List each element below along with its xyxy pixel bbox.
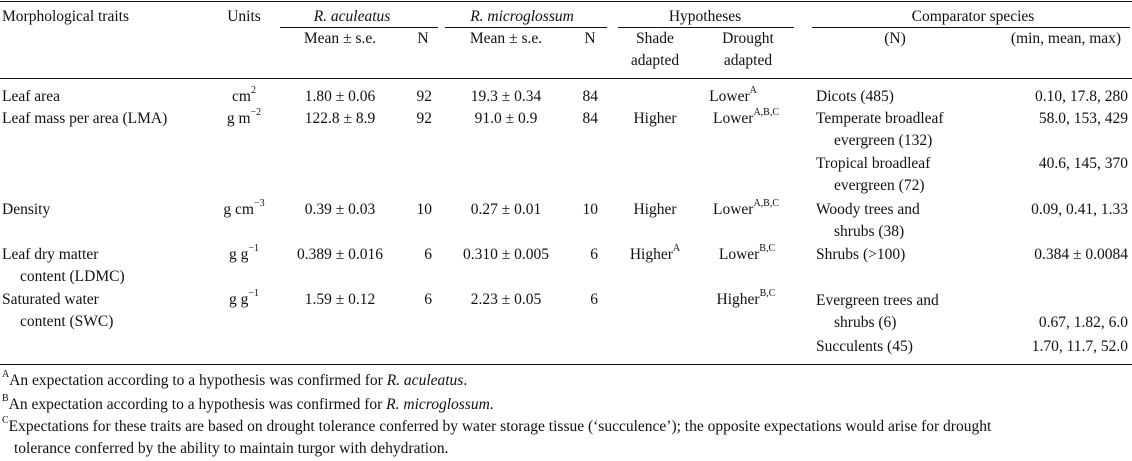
row-comparator-name: Succulents (45) — [816, 338, 913, 355]
row-mean-1: 0.389 ± 0.016 — [296, 246, 384, 263]
row-unit — [226, 106, 262, 128]
unit-sup: −3 — [253, 197, 265, 209]
row-comparator-range: 0.09, 0.41, 1.33 — [1031, 201, 1128, 218]
bottom-rule — [0, 364, 1132, 365]
spanner-comparator — [812, 27, 1130, 28]
row-mean-2: 19.3 ± 0.34 — [470, 88, 542, 105]
row-mean-2: 2.23 ± 0.05 — [470, 291, 542, 308]
unit-text: g g — [228, 291, 249, 308]
footnote-a-end: . — [463, 372, 468, 389]
row-n-2: 6 — [590, 291, 598, 308]
row-n-1: 92 — [416, 110, 432, 127]
row-mean-1: 1.59 ± 0.12 — [304, 291, 376, 308]
spanner-species-2 — [445, 27, 607, 28]
header-traits: Morphological traits — [2, 8, 129, 25]
row-comparator-name: Woody trees and — [816, 201, 920, 218]
unit-text: g g — [228, 246, 249, 263]
footnote-b-species: R. microglossum — [386, 396, 490, 413]
row-trait-cont: content (SWC) — [20, 313, 114, 330]
footnote-c-marker: C — [2, 414, 9, 426]
row-n-1: 92 — [416, 88, 432, 105]
row-comparator-name-cont: evergreen (72) — [834, 177, 925, 194]
row-comparator-range: 0.384 ± 0.0084 — [1034, 246, 1128, 263]
header-species-2: R. microglossum — [470, 8, 574, 25]
row-n-1: 6 — [424, 246, 432, 263]
header-hypotheses: Hypotheses — [668, 8, 742, 25]
row-n-2: 6 — [590, 246, 598, 263]
drought-sup: A,B,C — [753, 197, 780, 209]
unit-sup: 2 — [250, 84, 256, 96]
row-trait: Saturated water — [2, 291, 99, 308]
footnote-b-end: . — [489, 396, 494, 413]
header-species-1: R. aculeatus — [313, 8, 391, 25]
footnote-c-text: Expectations for these traits are based on drought tolerance conferred by water storage tissue (‘succulence’); the opposite expectations would arise for drought — [8, 418, 992, 435]
drought-text: Lower — [712, 201, 754, 218]
header-shade-1: Shade — [636, 30, 674, 47]
row-mean-1: 1.80 ± 0.06 — [304, 88, 376, 105]
row-trait: Leaf area — [2, 88, 61, 105]
row-trait-cont: content (LDMC) — [20, 268, 125, 285]
row-comparator-name-cont: shrubs (38) — [834, 223, 905, 240]
row-shade: Higher — [633, 201, 677, 218]
row-trait: Leaf dry matter — [2, 246, 99, 263]
drought-text: Lower — [712, 110, 754, 127]
row-drought — [716, 287, 776, 309]
row-n-2: 10 — [582, 201, 598, 218]
row-shade: Higher — [633, 110, 677, 127]
footnote-b-marker: B — [2, 392, 9, 404]
row-comparator-name: Dicots (485) — [816, 88, 894, 105]
unit-text: cm — [232, 88, 251, 105]
footnote-b-text: An expectation according to a hypothesis was confirmed for — [8, 396, 387, 413]
row-shade — [629, 242, 681, 264]
row-comparator-name-cont: evergreen (132) — [834, 132, 933, 149]
header-n-2: N — [584, 30, 596, 47]
top-rule — [0, 1, 1132, 2]
header-drought-1: Drought — [722, 30, 774, 47]
row-n-1: 10 — [416, 201, 432, 218]
spanner-species-1 — [280, 27, 438, 28]
unit-sup: −1 — [248, 287, 260, 299]
unit-text: g cm — [223, 201, 254, 218]
unit-sup: −2 — [250, 106, 262, 118]
row-drought — [709, 84, 757, 106]
row-mean-2: 0.27 ± 0.01 — [470, 201, 542, 218]
header-units: Units — [227, 8, 261, 25]
row-unit — [228, 242, 260, 264]
row-trait: Density — [2, 201, 51, 218]
row-mean-2: 0.310 ± 0.005 — [462, 246, 550, 263]
unit-text: g m — [226, 110, 251, 127]
drought-sup: B,C — [759, 242, 776, 254]
footnote-a-species: R. aculeatus — [386, 372, 464, 389]
header-shade-2: adapted — [630, 52, 680, 69]
drought-sup: A — [749, 84, 757, 96]
header-drought-2: adapted — [723, 52, 773, 69]
drought-sup: B,C — [759, 287, 776, 299]
row-n-2: 84 — [582, 88, 598, 105]
header-comparator-n: (N) — [884, 30, 906, 47]
header-n-1: N — [417, 30, 429, 47]
row-n-1: 6 — [424, 291, 432, 308]
drought-text: Lower — [718, 246, 760, 263]
shade-text: Higher — [629, 246, 673, 263]
footnote-a-marker: A — [2, 368, 10, 380]
spanner-hypotheses — [618, 27, 794, 28]
row-comparator-range: 58.0, 153, 429 — [1038, 110, 1128, 127]
row-comparator-name: Tropical broadleaf — [816, 155, 931, 172]
row-comparator-name: Temperate broadleaf — [816, 110, 944, 127]
footnote-a-text: An expectation according to a hypothesis was confirmed for — [9, 372, 387, 389]
row-comparator-name: Evergreen trees and — [816, 292, 939, 309]
drought-text: Higher — [716, 291, 760, 308]
row-mean-2: 91.0 ± 0.9 — [474, 110, 538, 127]
row-unit — [228, 287, 260, 309]
footnote-c — [2, 414, 992, 436]
header-mean-1: Mean ± s.e. — [303, 30, 377, 47]
row-comparator-name-cont: shrubs (6) — [834, 314, 897, 331]
unit-sup: −1 — [248, 242, 260, 254]
row-unit — [223, 197, 265, 219]
row-mean-1: 0.39 ± 0.03 — [304, 201, 376, 218]
header-comparator: Comparator species — [911, 8, 1035, 25]
row-trait: Leaf mass per area (LMA) — [2, 110, 168, 127]
header-rule — [0, 78, 1132, 79]
header-mean-2: Mean ± s.e. — [469, 30, 543, 47]
row-drought — [718, 242, 776, 264]
footnote-c-cont: tolerance conferred by the ability to maintain turgor with dehydration. — [14, 440, 449, 457]
header-comparator-range: (min, mean, max) — [1010, 30, 1122, 47]
row-n-2: 84 — [582, 110, 598, 127]
row-unit — [232, 84, 256, 106]
shade-sup: A — [672, 242, 681, 254]
drought-sup: A,B,C — [753, 106, 780, 118]
row-comparator-name: Shrubs (>100) — [816, 246, 906, 263]
row-comparator-range: 0.10, 17.8, 280 — [1035, 88, 1128, 105]
footnote-b — [2, 392, 494, 414]
row-drought — [712, 106, 780, 128]
row-comparator-range: 0.67, 1.82, 6.0 — [1038, 314, 1128, 331]
drought-text: Lower — [709, 88, 750, 105]
row-comparator-range: 1.70, 11.7, 52.0 — [1031, 338, 1128, 355]
footnote-a — [2, 368, 468, 390]
row-mean-1: 122.8 ± 8.9 — [304, 110, 376, 127]
row-comparator-range: 40.6, 145, 370 — [1038, 155, 1128, 172]
row-drought — [712, 197, 780, 219]
